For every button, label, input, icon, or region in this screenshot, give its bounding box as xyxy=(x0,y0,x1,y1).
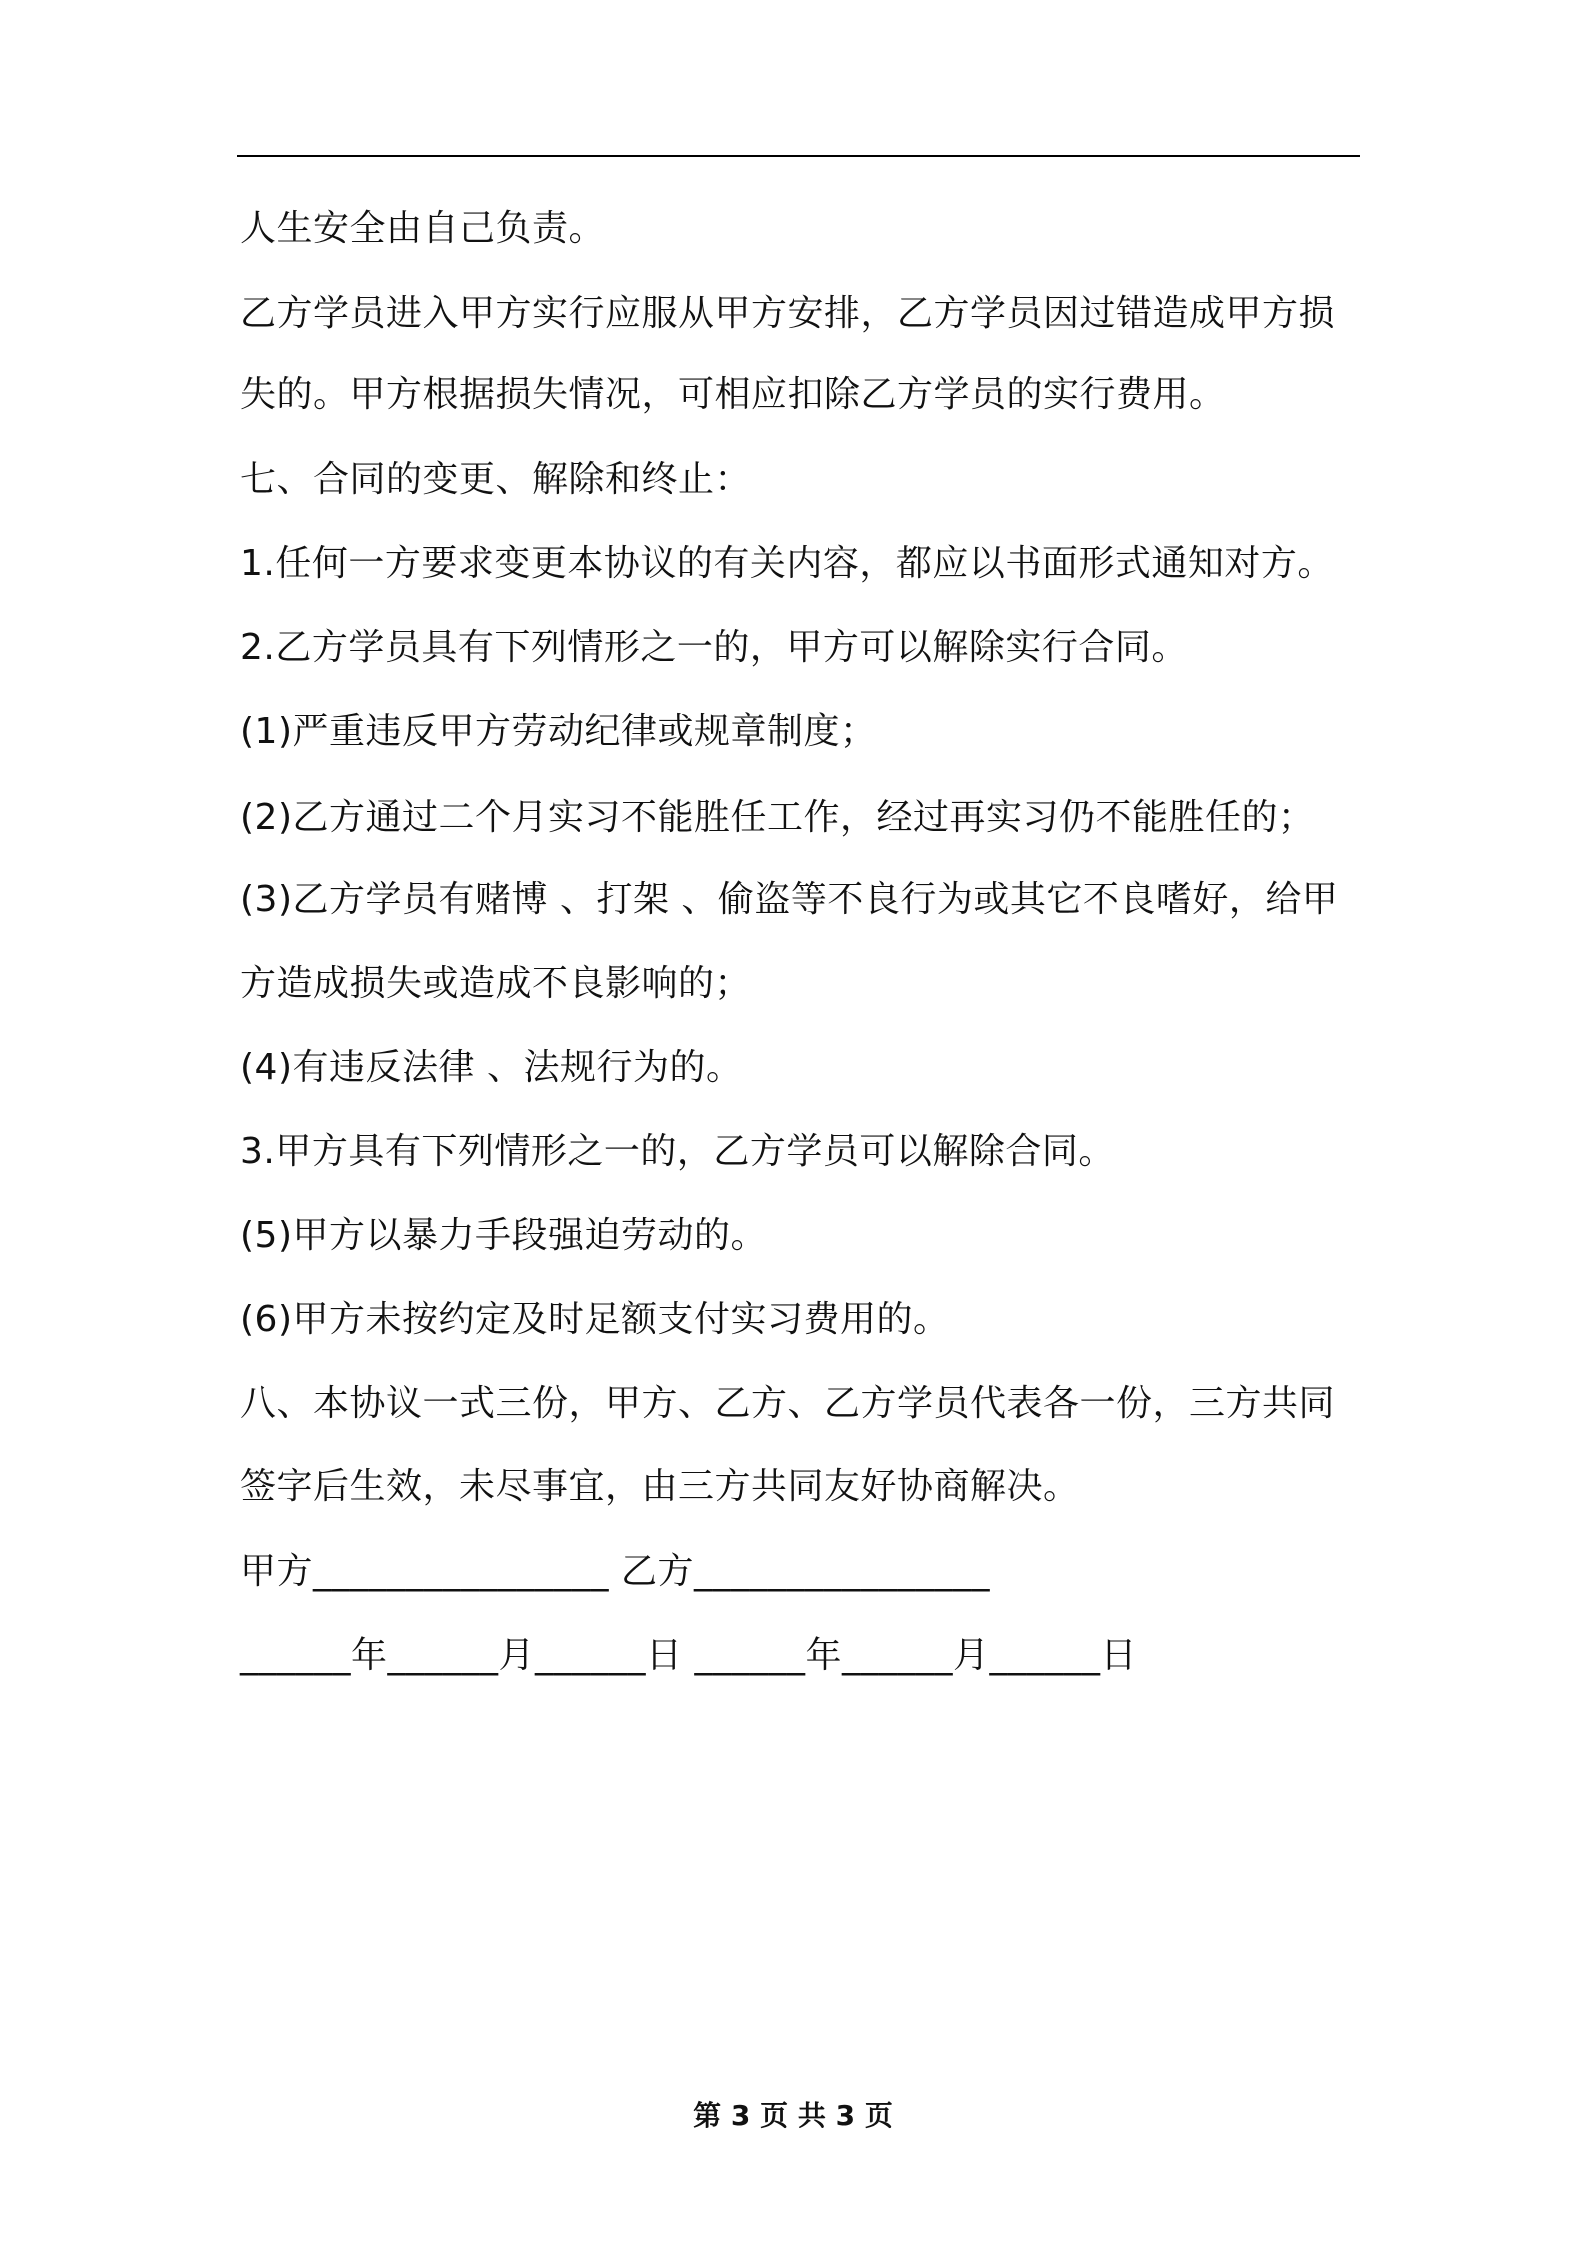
section-heading: 七、合同的变更、解除和终止： xyxy=(240,459,752,500)
text-line: 失的。甲方根据损失情况，可相应扣除乙方学员的实行费用。 xyxy=(240,374,1226,415)
list-item-continued: 方造成损失或造成不良影响的； xyxy=(240,963,752,1004)
list-item: (6)甲方未按约定及时足额支付实习费用的。 xyxy=(240,1299,950,1340)
list-item: (2)乙方通过二个月实习不能胜任工作，经过再实习仍不能胜任的； xyxy=(240,797,1315,838)
list-item: (3)乙方学员有赌博 、打架 、偷盗等不良行为或其它不良嗜好，给甲 xyxy=(240,879,1339,920)
header-rule xyxy=(237,155,1360,157)
list-item: (4)有违反法律 、法规行为的。 xyxy=(240,1047,743,1088)
text-line: 乙方学员进入甲方实行应服从甲方安排，乙方学员因过错造成甲方损 xyxy=(240,293,1336,334)
text-line: 人生安全由自己负责。 xyxy=(240,208,606,249)
section-heading: 八、本协议一式三份，甲方、乙方、乙方学员代表各一份，三方共同 xyxy=(240,1383,1336,1424)
list-item: (5)甲方以暴力手段强迫劳动的。 xyxy=(240,1215,767,1256)
text-line: 1.任何一方要求变更本协议的有关内容，都应以书面形式通知对方。 xyxy=(240,543,1334,584)
text-line: 2.乙方学员具有下列情形之一的，甲方可以解除实行合同。 xyxy=(240,627,1188,668)
text-line: 3.甲方具有下列情形之一的，乙方学员可以解除合同。 xyxy=(240,1131,1115,1172)
date-line: ______年______月______日 ______年______月______日 xyxy=(240,1635,1137,1676)
text-line: 签字后生效，未尽事宜，由三方共同友好协商解决。 xyxy=(240,1466,1080,1507)
list-item: (1)严重违反甲方劳动纪律或规章制度； xyxy=(240,711,877,752)
page-number: 第 3 页 共 3 页 xyxy=(693,2099,893,2132)
signature-line: 甲方________________ 乙方________________ xyxy=(240,1551,990,1592)
